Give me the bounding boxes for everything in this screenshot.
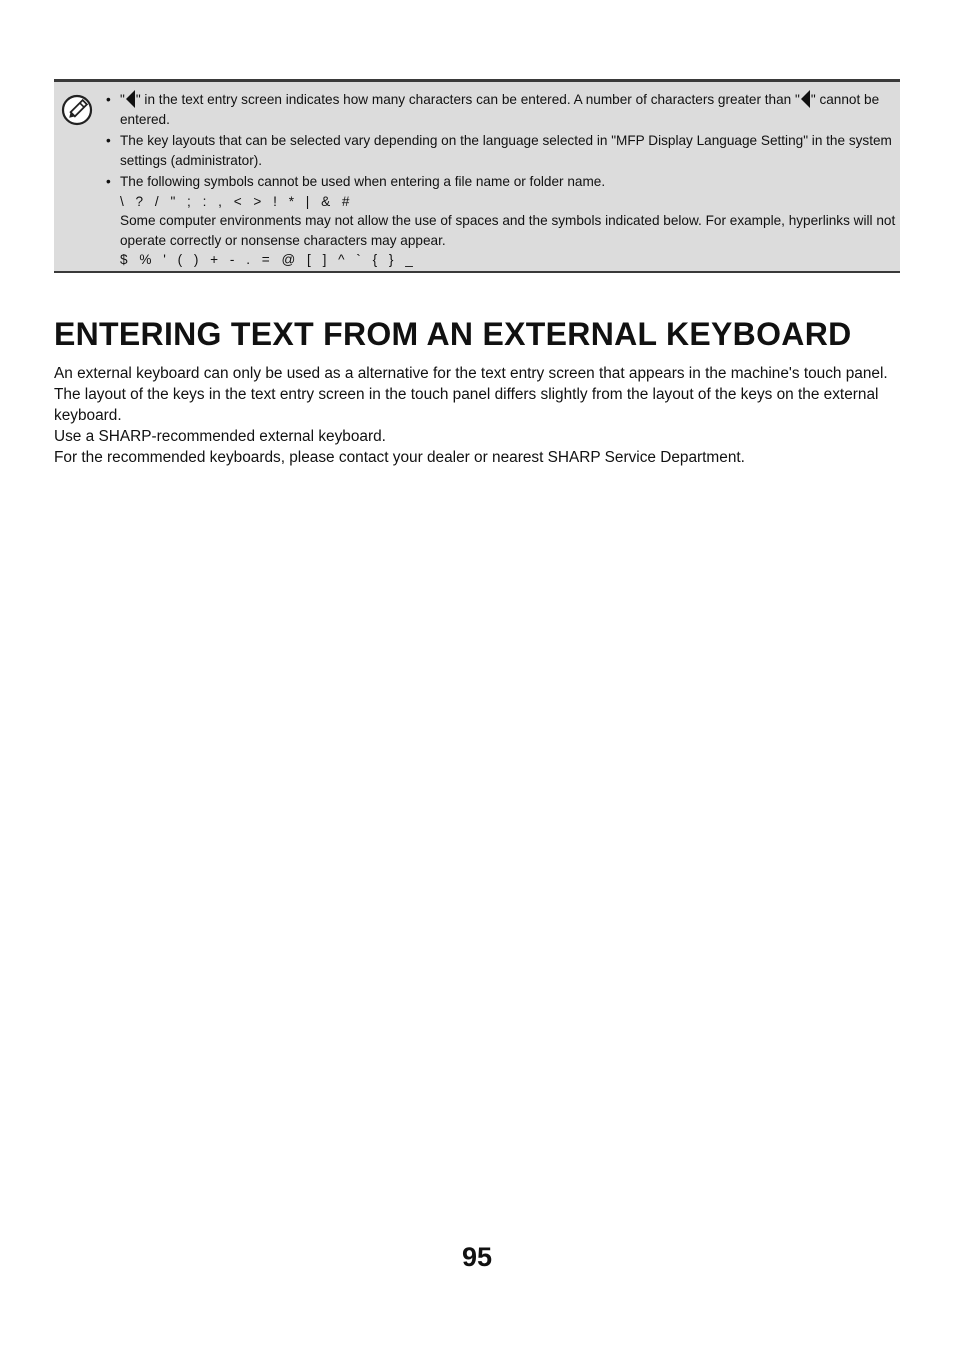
note-text: " in the text entry screen indicates how many characters can be entered. A number of characters greater than " bbox=[135, 92, 800, 107]
note-text: The key layouts that can be selected vary depending on the language selected in "MFP Display Language Setting" in the system settings (administrator). bbox=[120, 133, 892, 168]
note-text: The following symbols cannot be used when entering a file name or folder name. bbox=[120, 174, 606, 189]
section-title: ENTERING TEXT FROM AN EXTERNAL KEYBOARD bbox=[54, 316, 852, 352]
note-list bbox=[106, 90, 896, 272]
left-triangle-icon bbox=[126, 90, 135, 108]
note-item-char-count bbox=[106, 90, 896, 129]
page-number: 95 bbox=[461, 1242, 493, 1272]
note-text: " bbox=[120, 92, 125, 107]
bullet: • bbox=[106, 92, 111, 107]
pencil-icon bbox=[61, 94, 93, 126]
section-body bbox=[54, 363, 894, 468]
paragraph: Use a SHARP-recommended external keyboard. bbox=[54, 428, 386, 445]
paragraph: For the recommended keyboards, please contact your dealer or nearest SHARP Service Department. bbox=[54, 449, 745, 466]
note-item-symbols bbox=[106, 172, 896, 270]
unsafe-symbols: $ % ' ( ) + - . = @ [ ] ^ ` { } _ bbox=[120, 252, 416, 267]
note-item-key-layouts bbox=[106, 131, 896, 170]
note-text: Some computer environments may not allow the use of spaces and the symbols indicated below. For example, hyperlinks will not operate correctly or nonsense characters may appear. bbox=[120, 213, 896, 248]
forbidden-symbols: \ ? / " ; : , < > ! * | & # bbox=[120, 193, 353, 209]
left-triangle-icon bbox=[801, 90, 810, 108]
paragraph: The layout of the keys in the text entry screen in the touch panel differs slightly from the layout of the keys on the external keyboard. bbox=[54, 386, 879, 424]
bullet: • bbox=[106, 133, 111, 148]
paragraph: An external keyboard can only be used as a alternative for the text entry screen that appears in the machine's touch panel. bbox=[54, 365, 888, 382]
note-text: " cannot be entered. bbox=[120, 92, 880, 127]
note-box bbox=[54, 79, 900, 273]
bullet: • bbox=[106, 174, 111, 189]
